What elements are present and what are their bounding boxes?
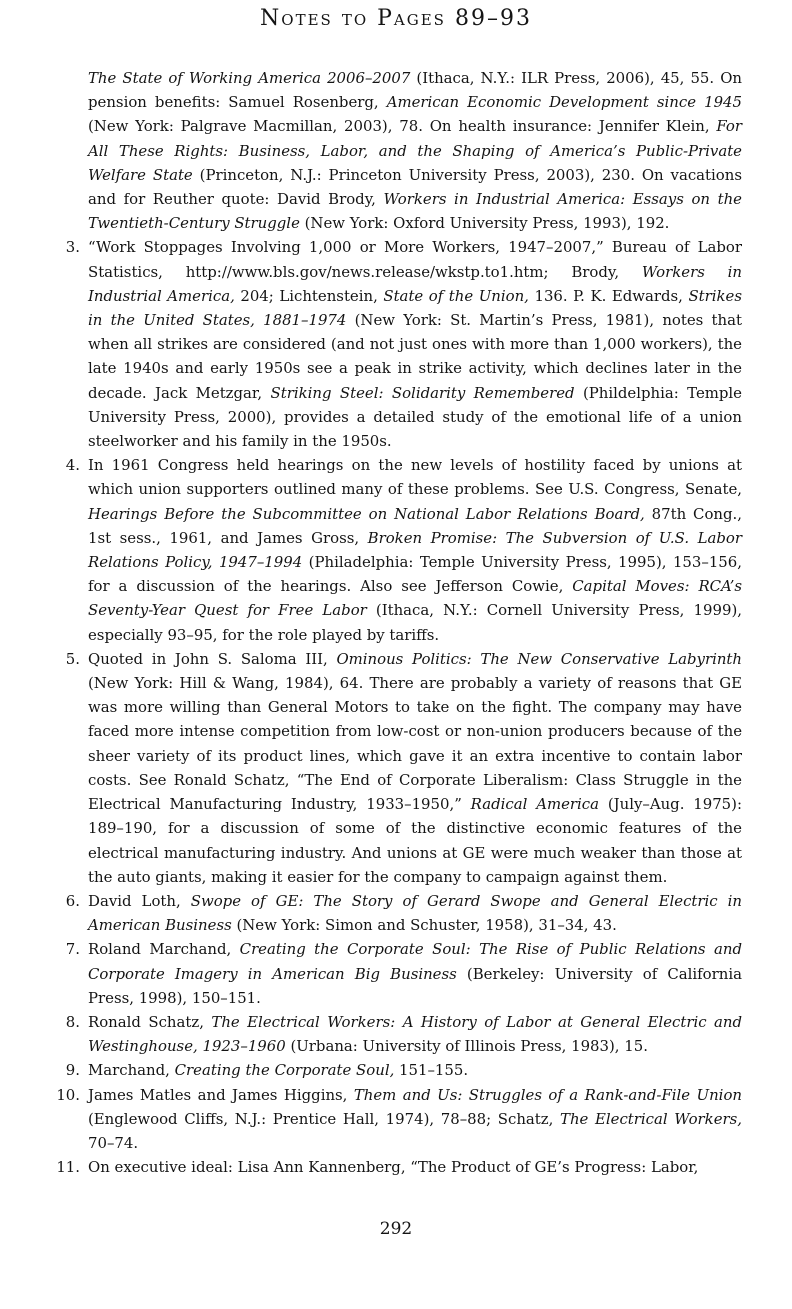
endnote [38, 647, 742, 889]
note-text-run: Quoted in John S. Saloma III, [88, 649, 337, 668]
note-title-italic: Swope of GE: The Story of Gerard Swope and General Electric in American Business [88, 891, 742, 935]
note-number: 5. [65, 649, 80, 668]
note-title-italic: Hearings Before the Subcommittee on National Labor Relations Board, [88, 504, 645, 523]
note-text-run: On executive ideal: Lisa Ann Kannenberg, “The Product of GE’s Progress: Labor, [88, 1158, 699, 1177]
note-text-run: (Ithaca, N.Y.: Cornell University Press, 1999), especially 93–95, for the role played by tariffs. [88, 601, 742, 644]
note-title-italic: The Electrical Workers, [560, 1109, 742, 1128]
note-text-run: “Work Stoppages Involving 1,000 or More Workers, 1947–2007,” Bureau of Labor Statistics, http://www.bls.gov/news.release/wkstp.to1.htm; Brody, [88, 238, 742, 281]
note-text [88, 1158, 698, 1176]
note-number: 7. [65, 940, 80, 959]
note-text-run: Ronald Schatz, [88, 1012, 212, 1031]
note-title-italic: Capital Moves: RCA’s Seventy-Year Quest for Free Labor [88, 577, 742, 620]
note-title-italic: State of the Union, [383, 286, 529, 305]
endnote [38, 889, 742, 937]
note-title-italic: Creating the Corporate Soul: The Rise of Public Relations and Corporate Imagery in American Big Business [88, 940, 742, 983]
note-text-run: Roland Marchand, [88, 940, 240, 959]
note-text-run: (New York: Palgrave Macmillan, 2003), 78. On health insurance: Jennifer Klein, [88, 117, 717, 136]
note-text-run: (New York: Oxford University Press, 1993), 192. [299, 214, 670, 233]
note-title-italic: The State of Working America 2006–2007 [88, 69, 411, 87]
note-number: 9. [65, 1061, 80, 1080]
endnote [38, 1155, 742, 1179]
note-number: 6. [65, 891, 80, 910]
note-text [88, 892, 742, 934]
note-text-run: (Englewood Cliffs, N.J.: Prentice Hall, 1974), 78–88; Schatz, [88, 1109, 561, 1128]
note-text [88, 238, 742, 450]
notes-list [38, 66, 742, 1179]
note-text-run: (Princeton, N.J.: Princeton University Press, 2003), 230. On vacations and for Reuther quote: David Brody, [88, 165, 742, 209]
note-text-run: (Urbana: University of Illinois Press, 1983), 15. [285, 1037, 648, 1056]
note-number: 3. [65, 238, 80, 257]
note-title-italic: Strikes in the United States, 1881–1974 [88, 286, 742, 330]
note-text [88, 650, 742, 886]
note-title-italic: Radical America [470, 795, 599, 814]
note-title-italic: Ominous Politics: The New Conservative Labyrinth [336, 649, 742, 668]
note-text-run: (Ithaca, N.Y.: ILR Press, 2006), 45, 55. On pension benefits: Samuel Rosenberg, [88, 69, 742, 112]
note-title-italic: Striking Steel: Solidarity Remembered [270, 383, 575, 402]
note-text [88, 1086, 742, 1152]
note-number: 10. [56, 1085, 80, 1104]
note-text-run: 70–74. [88, 1133, 139, 1152]
note-text-run: (Berkeley: University of California Press, 1998), 150–151. [88, 964, 742, 1007]
endnote [38, 937, 742, 1010]
note-title-italic: Creating the Corporate Soul, [174, 1061, 395, 1080]
endnote [38, 1010, 742, 1058]
note-title-italic: For All These Rights: Business, Labor, and the Shaping of America’s Public-Private Welfare State [88, 117, 742, 184]
note-text-run: In 1961 Congress held hearings on the new levels of hostility faced by unions at which union supporters outlined many of these problems. See U.S. Congress, Senate, [88, 456, 742, 499]
endnote [38, 66, 742, 235]
running-head [0, 6, 792, 31]
note-title-italic: Broken Promise: The Subversion of U.S. Labor Relations Policy, 1947–1994 [88, 528, 742, 572]
note-text-run: (Philadelphia: Temple University Press, 1995), 153–156, for a discussion of the hearings. Also see Jefferson Cowie, [88, 553, 742, 596]
note-number: 11. [56, 1158, 80, 1177]
note-number: 4. [65, 456, 80, 475]
running-head-title: Notes to Pages 89–93 [260, 6, 532, 31]
note-text-run: David Loth, [88, 891, 191, 910]
note-text-run: Marchand, [88, 1061, 175, 1080]
note-text-run: (New York: Hill & Wang, 1984), 64. There are probably a variety of reasons that GE was more willing than General Motors to take on the fight. The company may have faced more intense competition from low-cost or non-union producers because of the sheer variety of its product lines, which gave it an extra incentive to contain labor costs. See Ronald Schatz, “The End of Corporate Liberalism: Class Struggle in the Electrical Manufacturing Industry, 1933–1950,” [88, 674, 742, 814]
note-text-run: 136. P. K. Edwards, [528, 286, 689, 305]
endnote [38, 453, 742, 647]
note-text [88, 940, 742, 1006]
note-text-run: (New York: Simon and Schuster, 1958), 31–34, 43. [231, 916, 617, 935]
note-text-run: (July–Aug. 1975): 189–190, for a discussion of some of the distinctive economic features of the electrical manufacturing industry. And unions at GE were much weaker than those at the auto giants, making it easier for the company to campaign against them. [88, 795, 742, 886]
note-text [88, 1013, 742, 1055]
note-text [88, 69, 742, 232]
endnote [38, 235, 742, 453]
note-text [88, 456, 742, 643]
note-text-run: (Phildelphia: Temple University Press, 2000), provides a detailed study of the emotional life of a union steelworker and his family in the 1950s. [88, 383, 742, 451]
note-title-italic: Workers in Industrial America, [88, 262, 742, 305]
endnote [38, 1083, 742, 1156]
note-title-italic: Them and Us: Struggles of a Rank-and-File Union [353, 1085, 742, 1104]
note-text-run: 151–155. [394, 1061, 469, 1080]
note-text-run: 87th Cong., 1st sess., 1961, and James Gross, [88, 504, 742, 547]
note-text [88, 1061, 468, 1079]
page-number: 292 [379, 1219, 413, 1239]
note-title-italic: American Economic Development since 1945 [386, 93, 742, 112]
note-title-italic: Workers in Industrial America: Essays on the Twentieth-Century Struggle [88, 190, 742, 233]
note-text-run: James Matles and James Higgins, [88, 1085, 354, 1104]
note-text-run: 204; Lichtenstein, [234, 286, 384, 305]
note-text-run: (New York: St. Martin’s Press, 1981), notes that when all strikes are considered (and not just ones with more than 1,000 workers), the late 1940s and early 1950s see a peak in strike activity, which declines later in the decade. Jack Metzgar, [88, 311, 742, 402]
note-title-italic: The Electrical Workers: A History of Labor at General Electric and Westinghouse, 1923–1960 [88, 1012, 742, 1056]
note-number: 8. [65, 1012, 80, 1031]
endnote [38, 1058, 742, 1082]
